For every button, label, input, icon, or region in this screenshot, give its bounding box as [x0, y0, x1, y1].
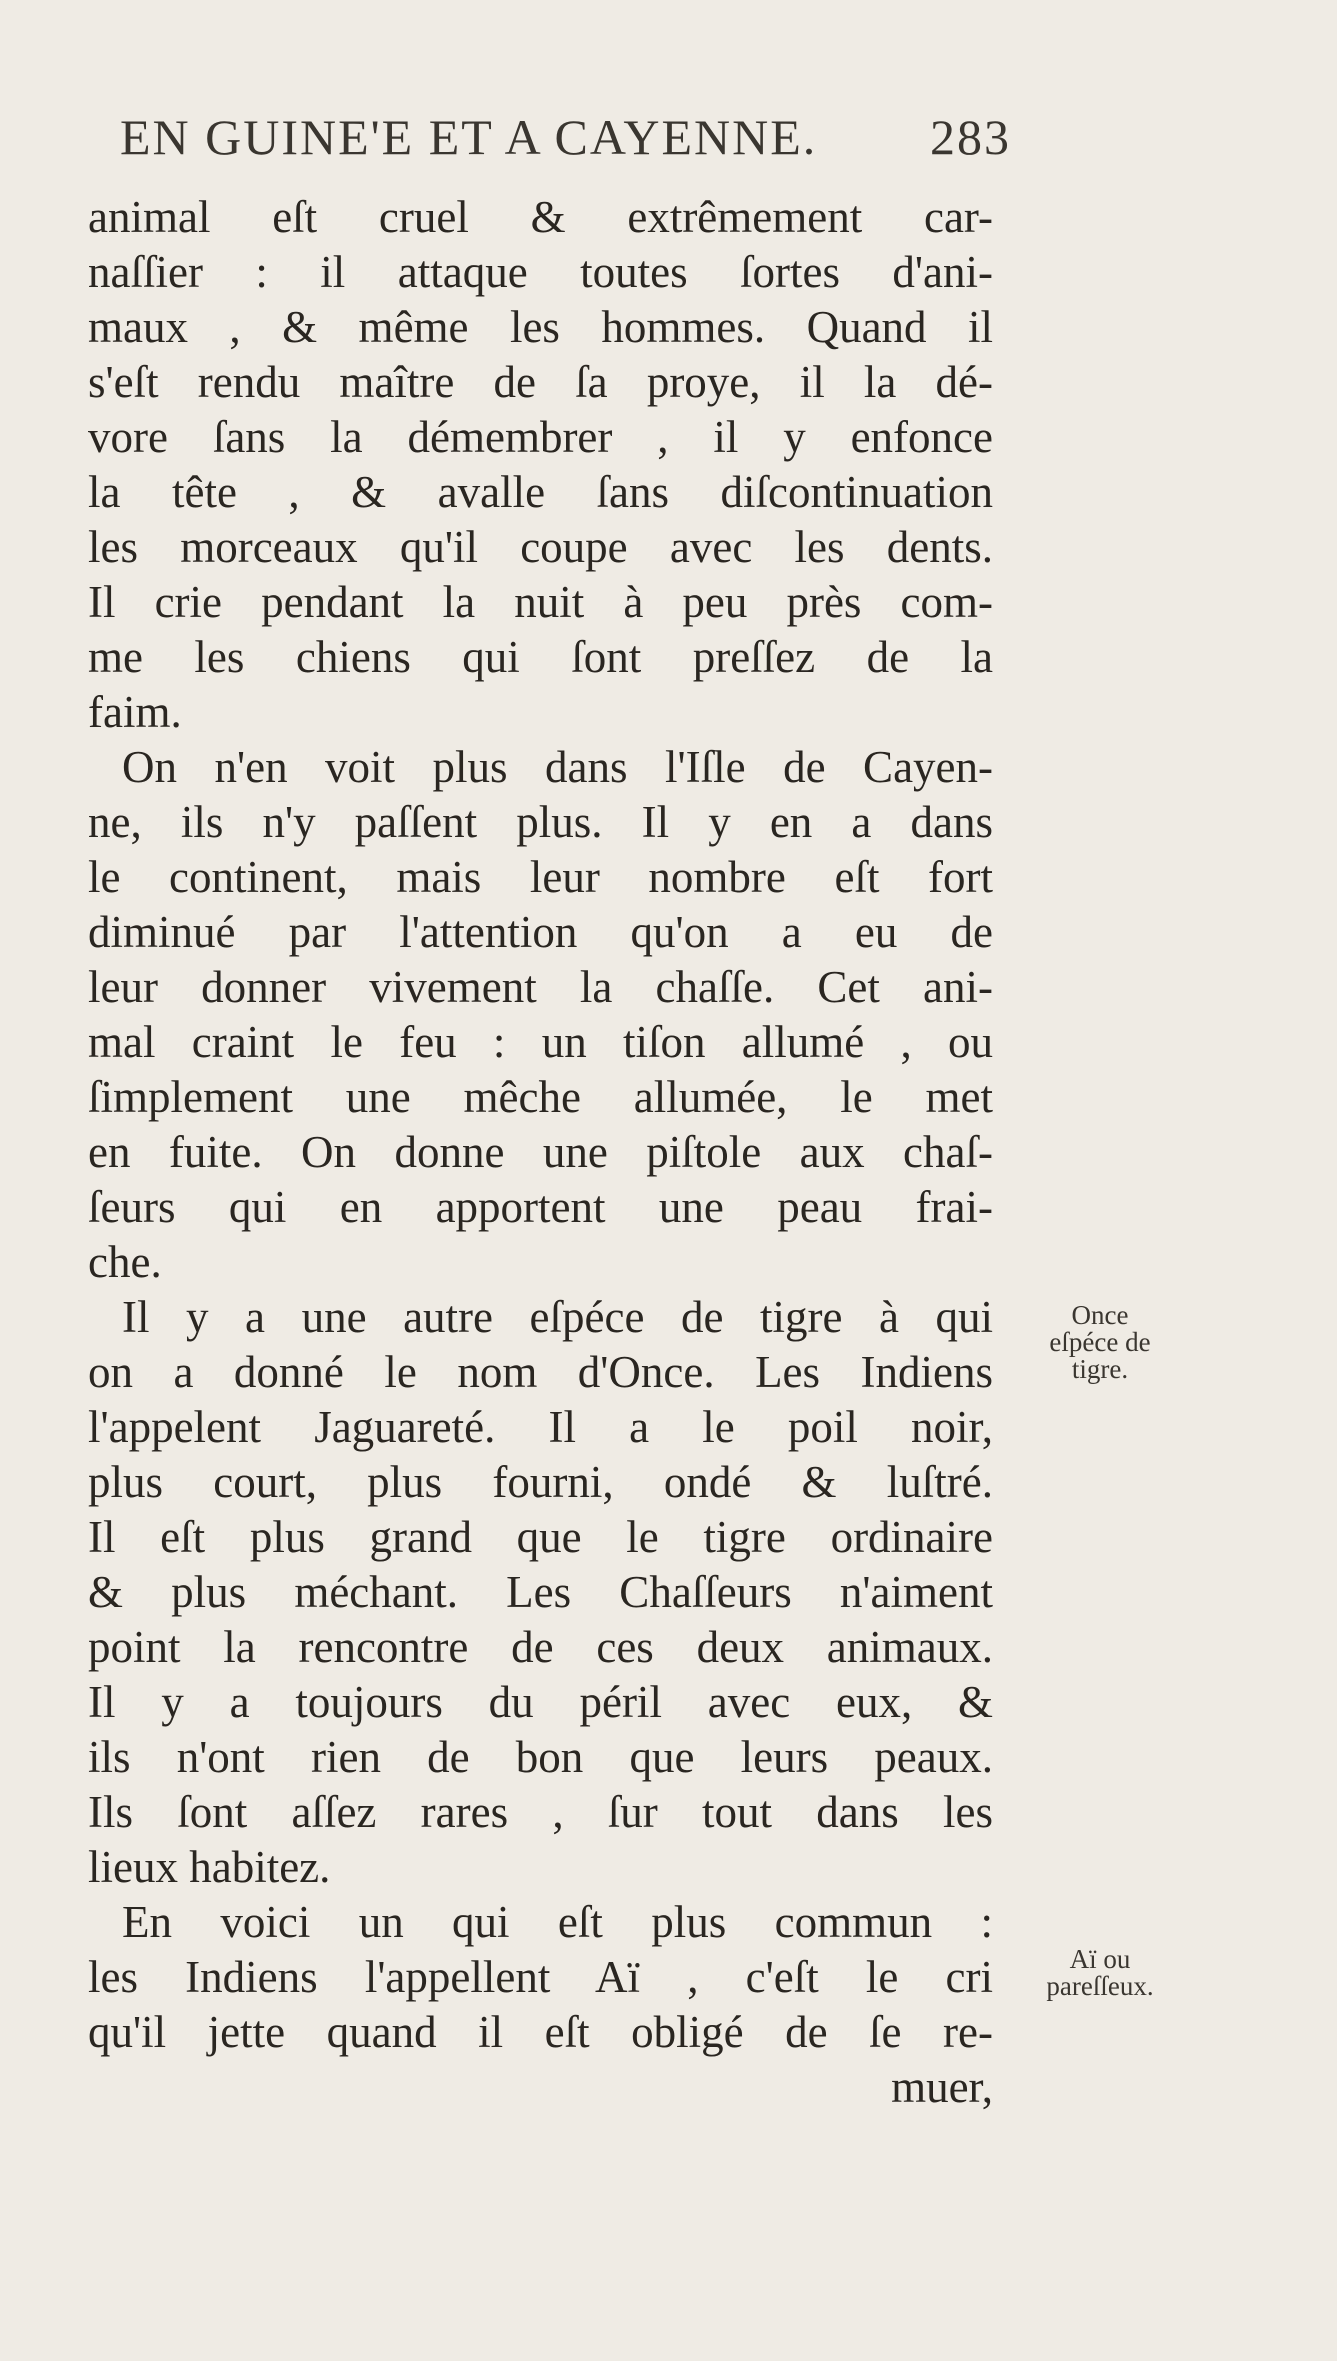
text-line: che. [88, 1237, 162, 1287]
running-header [120, 108, 1020, 166]
text-line: me les chiens qui ſont preſſez de la [88, 632, 993, 682]
text-line: plus court, plus fourni, ondé & luſtré. [88, 1457, 993, 1507]
text-line: lieux habitez. [88, 1842, 331, 1892]
text-line: animal eſt cruel & extrêmement car- [88, 192, 993, 242]
text-line: maux , & même les hommes. Quand il [88, 302, 993, 352]
margin-note-line: tigre. [1071, 1354, 1129, 1384]
text-line: ſeurs qui en apportent une peau frai- [88, 1182, 993, 1232]
text-line: Il eſt plus grand que le tigre ordinaire [88, 1512, 993, 1562]
catchword: muer, [891, 2062, 993, 2112]
text-line: mal craint le feu : un tiſon allumé , ou [88, 1017, 993, 1067]
margin-note-line: Once [1071, 1300, 1129, 1330]
text-line: leur donner vivement la chaſſe. Cet ani- [88, 962, 993, 1012]
margin-note-line: pareſſeux. [1046, 1971, 1154, 2001]
text-line: l'appelent Jaguareté. Il a le poil noir, [88, 1402, 993, 1452]
margin-note-ai [1000, 1946, 1200, 2000]
margin-note-line: Aï ou [1069, 1944, 1131, 1974]
text-line: les morceaux qu'il coupe avec les dents. [88, 522, 993, 572]
text-line: On n'en voit plus dans l'Iſle de Cayen- [122, 742, 993, 792]
text-line: ils n'ont rien de bon que leurs peaux. [88, 1732, 993, 1782]
text-line: les Indiens l'appellent Aï , c'eſt le cri [88, 1952, 993, 2002]
text-line: En voici un qui eſt plus commun : [122, 1897, 993, 1947]
text-line: & plus méchant. Les Chaſſeurs n'aiment [88, 1567, 993, 1617]
running-title: EN GUINE'E ET A CAYENNE. [120, 109, 818, 165]
text-line: en fuite. On donne une piſtole aux chaſ- [88, 1127, 993, 1177]
text-line: point la rencontre de ces deux animaux. [88, 1622, 993, 1672]
margin-note-once [1000, 1302, 1200, 1383]
text-line: naſſier : il attaque toutes ſortes d'ani- [88, 247, 993, 297]
text-line: vore ſans la démembrer , il y enfonce [88, 412, 993, 462]
margin-note-line: eſpéce de [1049, 1327, 1151, 1357]
text-line: le continent, mais leur nombre eſt fort [88, 852, 993, 902]
text-line: qu'il jette quand il eſt obligé de ſe re- [88, 2007, 993, 2057]
text-line: faim. [88, 687, 182, 737]
text-line: Ils ſont aſſez rares , ſur tout dans les [88, 1787, 993, 1837]
text-line: Il y a toujours du péril avec eux, & [88, 1677, 993, 1727]
text-line: ſimplement une mêche allumée, le met [88, 1072, 993, 1122]
text-line: s'eſt rendu maître de ſa proye, il la dé- [88, 357, 993, 407]
text-line: Il crie pendant la nuit à peu près com- [88, 577, 993, 627]
page-number: 283 [930, 109, 1011, 165]
text-line: on a donné le nom d'Once. Les Indiens [88, 1347, 993, 1397]
text-line: ne, ils n'y paſſent plus. Il y en a dans [88, 797, 993, 847]
body-text [88, 190, 993, 2115]
text-line: diminué par l'attention qu'on a eu de [88, 907, 993, 957]
text-line: la tête , & avalle ſans diſcontinuation [88, 467, 993, 517]
text-line: Il y a une autre eſpéce de tigre à qui [122, 1292, 993, 1342]
